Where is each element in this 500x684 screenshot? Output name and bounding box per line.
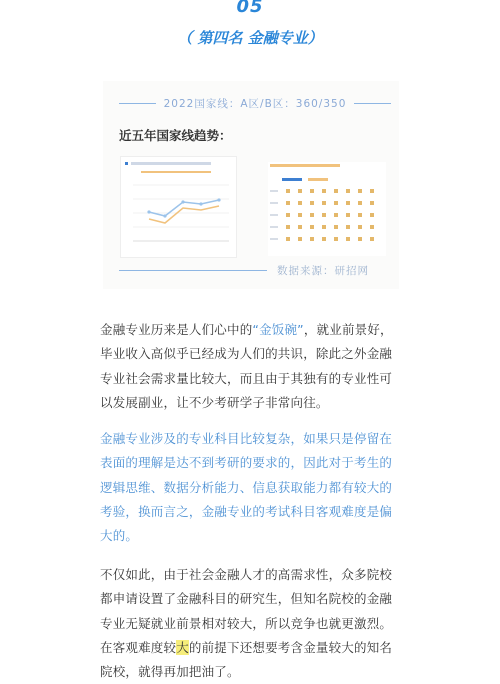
data-source-footer (119, 262, 391, 278)
p3-text-end: 的前提下还想要考含金量较大的知名院校，就得再加把油了。 (100, 639, 393, 680)
divider-source (119, 270, 267, 271)
score-line-text: 2022国家线：A区/B区：360/350 (163, 97, 347, 110)
section-number: 05 (236, 0, 264, 17)
p3-marked-char: 大 (176, 639, 189, 655)
data-source-text: 数据来源：研招网 (277, 264, 369, 277)
p1-text-start: 金融专业历来是人们心中的 (100, 322, 253, 337)
rank-title: （ 第四名 金融专业） (177, 29, 323, 47)
trend-table-image (268, 162, 386, 256)
score-line-header (119, 96, 391, 110)
p1-highlight: “金饭碗” (252, 322, 304, 337)
divider-left (119, 103, 156, 104)
paragraph-2: 金融专业涉及的专业科目比较复杂，如果只是停留在表面的理解是达不到考研的要求的，因此对于考生的逻辑思维、数据分析能力、信息获取能力都有较大的考验，换而言之，金融专业的考试科目客观难度是偏大的。 (100, 431, 393, 544)
trend-chart-image (121, 157, 236, 257)
trend-chart-thumbnail (120, 156, 237, 258)
trend-table-thumbnail (268, 162, 386, 256)
p3-text-start: 不仅如此，由于社会金融人才的高需求性，众多院校都申请设置了金融科目的研究生，但知名院校的金融专业无疑就业前景相对较大，所以竞争也就更激烈。在客观难度较 (100, 567, 393, 655)
divider-right (354, 103, 391, 104)
p1-text-end: ，就业前景好，毕业收入高似乎已经成为人们的共识，除此之外金融专业社会需求量比较大，而且由于其独有的专业性可以发展副业，让不少考研学子非常向往。 (100, 322, 393, 410)
paragraph-1 (100, 318, 400, 415)
trend-title: 近五年国家线趋势： (119, 128, 232, 143)
